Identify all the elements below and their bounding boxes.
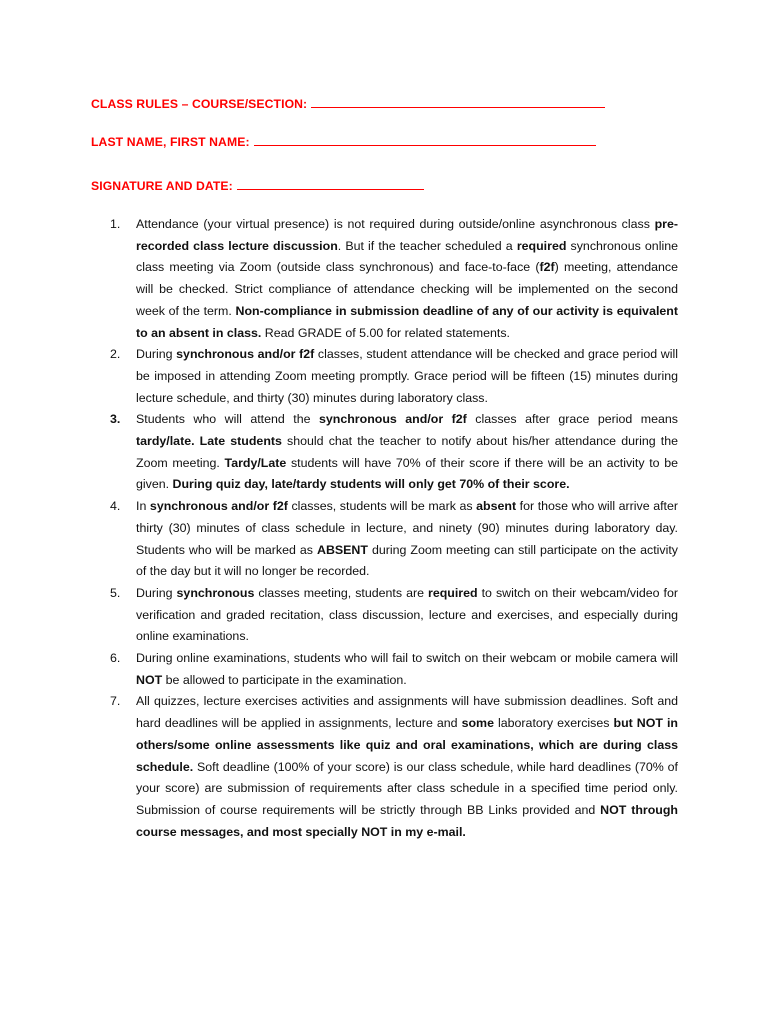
name-blank[interactable] bbox=[254, 134, 596, 146]
rules-list bbox=[110, 214, 678, 843]
rule-segment: During bbox=[136, 347, 177, 362]
rule-text bbox=[136, 586, 678, 643]
rule-text bbox=[136, 694, 678, 838]
rule-segment: be allowed to participate in the examination. bbox=[162, 672, 407, 687]
rule-segment: to switch on their webcam/video for verification and graded recitation, class discussion, lecture and exercises, and especially during online examinations. bbox=[136, 585, 678, 644]
rule-segment: classes meeting, students are bbox=[254, 585, 429, 600]
rule-emphasis: synchronous bbox=[176, 585, 255, 600]
rule-emphasis: f2f bbox=[539, 260, 555, 275]
rule-segment: During bbox=[136, 585, 177, 600]
rule-emphasis: synchronous and/or f2f bbox=[149, 499, 288, 514]
name-line bbox=[91, 134, 596, 149]
rule-text bbox=[136, 412, 678, 491]
rule-emphasis: but NOT in others/some online assessments like quiz and oral examinations, which are during class schedule. bbox=[136, 716, 678, 774]
rule-text bbox=[136, 499, 678, 578]
rule-number: 1. bbox=[110, 217, 121, 231]
rule-emphasis: pre-recorded class lecture discussion bbox=[136, 217, 678, 253]
rule-segment: During online examinations, students who will fail to switch on their webcam or mobile camera will bbox=[136, 651, 678, 666]
rule-segment: . But if the teacher scheduled a bbox=[337, 238, 517, 253]
rule-item-2 bbox=[110, 344, 678, 409]
rule-emphasis: required bbox=[516, 238, 567, 253]
rule-number: 2. bbox=[110, 347, 121, 362]
rule-emphasis: Non-compliance in submission deadline of any of our activity is equivalent to an absent in class. bbox=[136, 303, 678, 340]
rule-segment: during Zoom meeting can still participate on the activity of the day but it will no longer be recorded. bbox=[136, 542, 678, 579]
rule-emphasis: tardy/late. Late students bbox=[136, 434, 282, 449]
course-section-label: CLASS RULES – COURSE/SECTION: bbox=[91, 97, 308, 111]
signature-line bbox=[91, 178, 424, 193]
rule-segment: Attendance (your virtual presence) is not required during outside/online asynchronous class bbox=[136, 217, 655, 231]
course-section-line bbox=[91, 96, 605, 111]
rule-segment: students will have 70% of their score if there will be an activity to be given. bbox=[136, 455, 678, 492]
rule-emphasis: required bbox=[428, 585, 478, 600]
rule-emphasis: absent bbox=[476, 499, 517, 514]
rule-item-3 bbox=[110, 409, 678, 496]
rule-emphasis: some bbox=[461, 716, 494, 731]
rule-emphasis: synchronous and/or f2f bbox=[176, 347, 315, 362]
rule-segment: synchronous online class meeting via Zoom (outside class synchronous) and face-to-face ( bbox=[136, 238, 678, 275]
rule-segment: In bbox=[136, 499, 150, 514]
rule-segment: classes, students will be mark as bbox=[287, 499, 477, 514]
rule-segment: should chat the teacher to notify about his/her attendance during the Zoom meeting. bbox=[136, 434, 678, 470]
rule-emphasis: synchronous and/or f2f bbox=[319, 412, 467, 427]
rule-segment: classes, student attendance will be checked and grace period will be imposed in attending Zoom meeting promptly. Grace period will be fifteen (15) minutes during lecture schedule, and thirty (30) minutes during laboratory class. bbox=[136, 347, 678, 405]
rule-emphasis: ABSENT bbox=[317, 542, 368, 557]
rule-segment: Students who will attend the bbox=[136, 412, 319, 427]
rule-number: 7. bbox=[110, 694, 121, 709]
rule-number: 4. bbox=[110, 499, 121, 514]
rule-item-5 bbox=[110, 583, 678, 648]
rule-item-6 bbox=[110, 648, 678, 691]
rule-emphasis: Tardy/Late bbox=[224, 455, 287, 470]
rule-item-1 bbox=[110, 214, 678, 344]
signature-label: SIGNATURE AND DATE: bbox=[91, 179, 233, 193]
name-label: LAST NAME, FIRST NAME: bbox=[91, 135, 250, 149]
rule-emphasis: NOT through course messages, and most specially NOT in my e-mail. bbox=[136, 802, 678, 839]
rule-text bbox=[136, 651, 678, 687]
rule-number: 6. bbox=[110, 651, 121, 666]
rule-emphasis: NOT bbox=[136, 672, 163, 687]
rule-segment: All quizzes, lecture exercises activities and assignments will have submission deadlines. Soft and hard deadlines will be applied in assignments, lecture and bbox=[136, 694, 678, 731]
rule-segment: ) meeting, attendance will be checked. Strict compliance of attendance checking will be implemented on the second week of the term. bbox=[136, 260, 678, 318]
rule-number: 5. bbox=[110, 585, 121, 600]
rule-segment: for those who will arrive after thirty (30) minutes of class schedule in lecture, and ninety (90) minutes during laboratory day. Students who will be marked as bbox=[136, 499, 679, 557]
rule-emphasis: During quiz day, late/tardy students will only get 70% of their score. bbox=[172, 477, 570, 492]
rule-segment: Read GRADE of 5.00 for related statements. bbox=[261, 325, 510, 340]
course-section-blank[interactable] bbox=[311, 96, 605, 108]
rule-number: 3. bbox=[110, 412, 121, 427]
signature-blank[interactable] bbox=[237, 178, 424, 190]
rule-item-7 bbox=[110, 691, 678, 843]
rule-segment: Soft deadline (100% of your score) is our class schedule, while hard deadlines (70% of your score) are submission of requirements after class schedule in a specified time period only. Submission of course requirements will be strictly through BB Links provided and bbox=[136, 759, 678, 817]
rule-text bbox=[136, 347, 678, 404]
rule-segment: classes after grace period means bbox=[466, 412, 679, 427]
rule-segment: laboratory exercises bbox=[493, 716, 614, 731]
rule-item-4 bbox=[110, 496, 678, 583]
rule-text bbox=[136, 217, 678, 340]
